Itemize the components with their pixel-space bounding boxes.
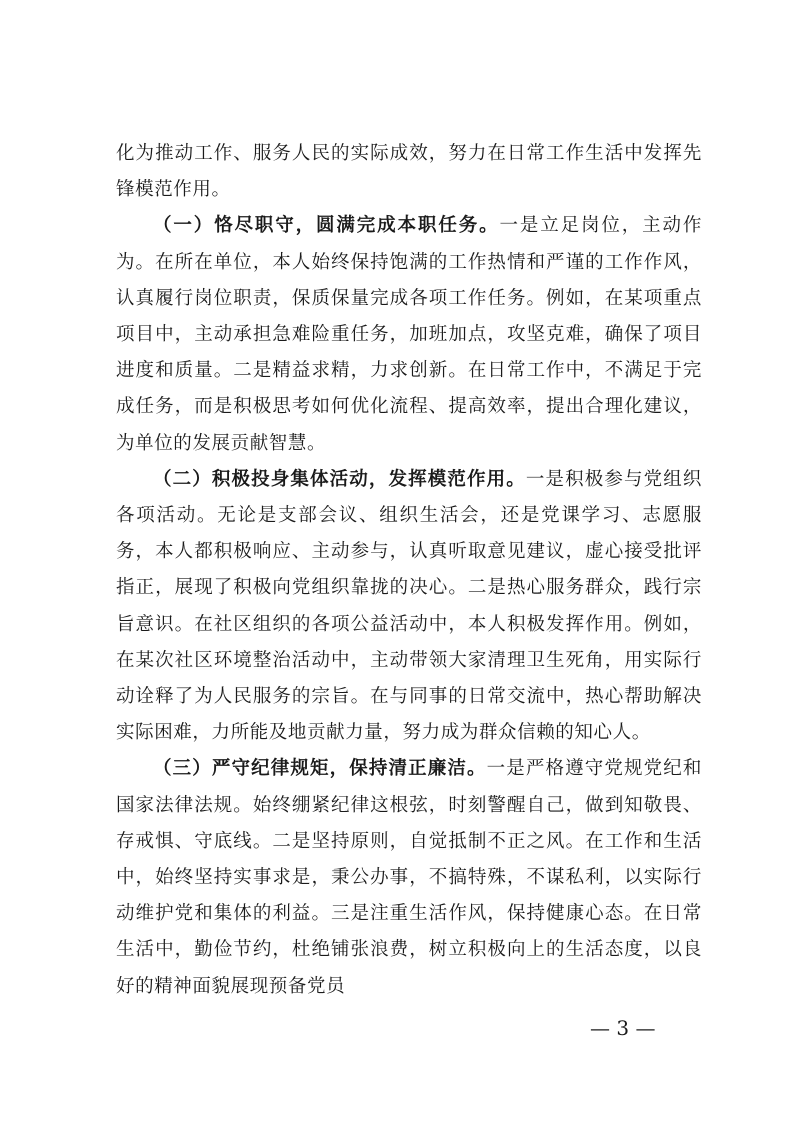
section-heading: （三）严守纪律规矩，保持清正廉洁。 [153,758,487,780]
paragraph-continuation [116,136,702,208]
paragraph-section-3 [116,751,702,1004]
section-heading: （一）恪尽职守，圆满完成本职任务。 [153,215,500,237]
paragraph-section-2 [116,462,702,752]
paragraph-text: 一是积极参与党组织各项活动。无论是支部会议、组织生活会，还是党课学习、志愿服务，本人都积极响应、主动参与，认真听取意见建议，虚心接受批评指正，展现了积极向党组织靠拢的决心。二是热心服务群众，践行宗旨意识。在社区组织的各项公益活动中，本人积极发挥作用。例如，在某次社区环境整治活动中，主动带领大家清理卫生死角，用实际行动诠释了为人民服务的宗旨。在与同事的日常交流中，热心帮助解决实际困难，力所能及地贡献力量，努力成为群众信赖的知心人。 [116,468,702,744]
document-body [116,136,702,1005]
page-number: — 3 — [590,1016,656,1040]
paragraph-text: 化为推动工作、服务人民的实际成效，努力在日常工作生活中发挥先锋模范作用。 [116,143,702,201]
paragraph-section-1 [116,208,702,461]
paragraph-text: 一是严格遵守党规党纪和国家法律法规。始终绷紧纪律这根弦，时刻警醒自己，做到知敬畏、存戒惧、守底线。二是坚持原则，自觉抵制不正之风。在工作和生活中，始终坚持实事求是，秉公办事，不搞特殊，不谋私利，以实际行动维护党和集体的利益。三是注重生活作风，保持健康心态。在日常生活中，勤俭节约，杜绝铺张浪费，树立积极向上的生活态度，以良好的精神面貌展现预备党员 [116,758,702,997]
section-heading: （二）积极投身集体活动，发挥模范作用。 [153,468,526,490]
paragraph-text: 一是立足岗位，主动作为。在所在单位，本人始终保持饱满的工作热情和严谨的工作作风，认真履行岗位职责，保质保量完成各项工作任务。例如，在某项重点项目中，主动承担急难险重任务，加班加点，攻坚克难，确保了项目进度和质量。二是精益求精，力求创新。在日常工作中，不满足于完成任务，而是积极思考如何优化流程、提高效率，提出合理化建议，为单位的发展贡献智慧。 [116,215,702,454]
